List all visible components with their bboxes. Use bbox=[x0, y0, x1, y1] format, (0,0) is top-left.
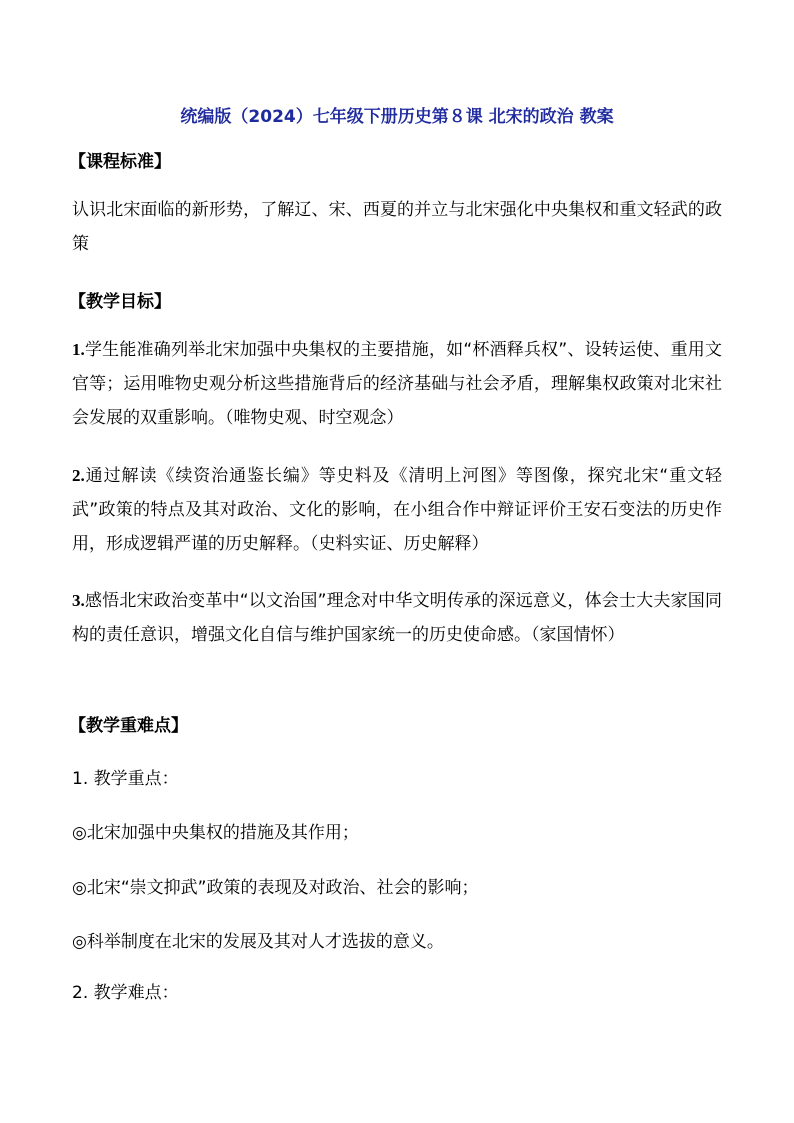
objective-number: 3. bbox=[72, 591, 85, 610]
standard-text: 认识北宋面临的新形势，了解辽、宋、西夏的并立与北宋强化中央集权和重文轻武的政策 bbox=[72, 200, 722, 254]
objective-item-1 bbox=[72, 333, 722, 435]
section-heading-objectives: 【教学目标】 bbox=[69, 292, 171, 312]
objective-text: 学生能准确列举北宋加强中央集权的主要措施，如“杯酒释兵权”、设转运使、重用文官等；运用唯物史观分析这些措施背后的经济基础与社会矛盾，理解集权政策对北宋社会发展的双重影响。（唯物史观、时空观念） bbox=[72, 340, 722, 428]
objective-item-2 bbox=[72, 459, 722, 561]
objective-number: 2. bbox=[72, 466, 85, 485]
objective-text: 通过解读《续资治通鉴长编》等史料及《清明上河图》等图像，探究北宋“重文轻武”政策的特点及其对政治、文化的影响，在小组合作中辩证评价王安石变法的历史作用，形成逻辑严谨的历史解释。（史料实证、历史解释） bbox=[72, 466, 722, 554]
objective-number: 1. bbox=[72, 340, 85, 359]
key-point-bullet: ◎北宋加强中央集权的措施及其作用； bbox=[72, 823, 359, 843]
section-heading-standard: 【课程标准】 bbox=[69, 152, 171, 172]
key-point-bullet: ◎科举制度在北宋的发展及其对人才选拔的意义。 bbox=[72, 932, 444, 952]
key-point-bullet: ◎北宋“崇文抑武”政策的表现及对政治、社会的影响； bbox=[72, 878, 479, 898]
objective-text: 感悟北宋政治变革中“以文治国”理念对中华文明传承的深远意义，体会士大夫家国同构的责任意识，增强文化自信与维护国家统一的历史使命感。（家国情怀） bbox=[72, 591, 722, 645]
document-title: 统编版（2024）七年级下册历史第８课 北宋的政治 教案 bbox=[180, 107, 614, 127]
difficulty-subheading: 2. 教学难点： bbox=[72, 983, 179, 1003]
objective-item-3 bbox=[72, 584, 722, 652]
section-heading-key-points: 【教学重难点】 bbox=[69, 716, 188, 736]
key-points-subheading: 1. 教学重点： bbox=[72, 769, 179, 789]
